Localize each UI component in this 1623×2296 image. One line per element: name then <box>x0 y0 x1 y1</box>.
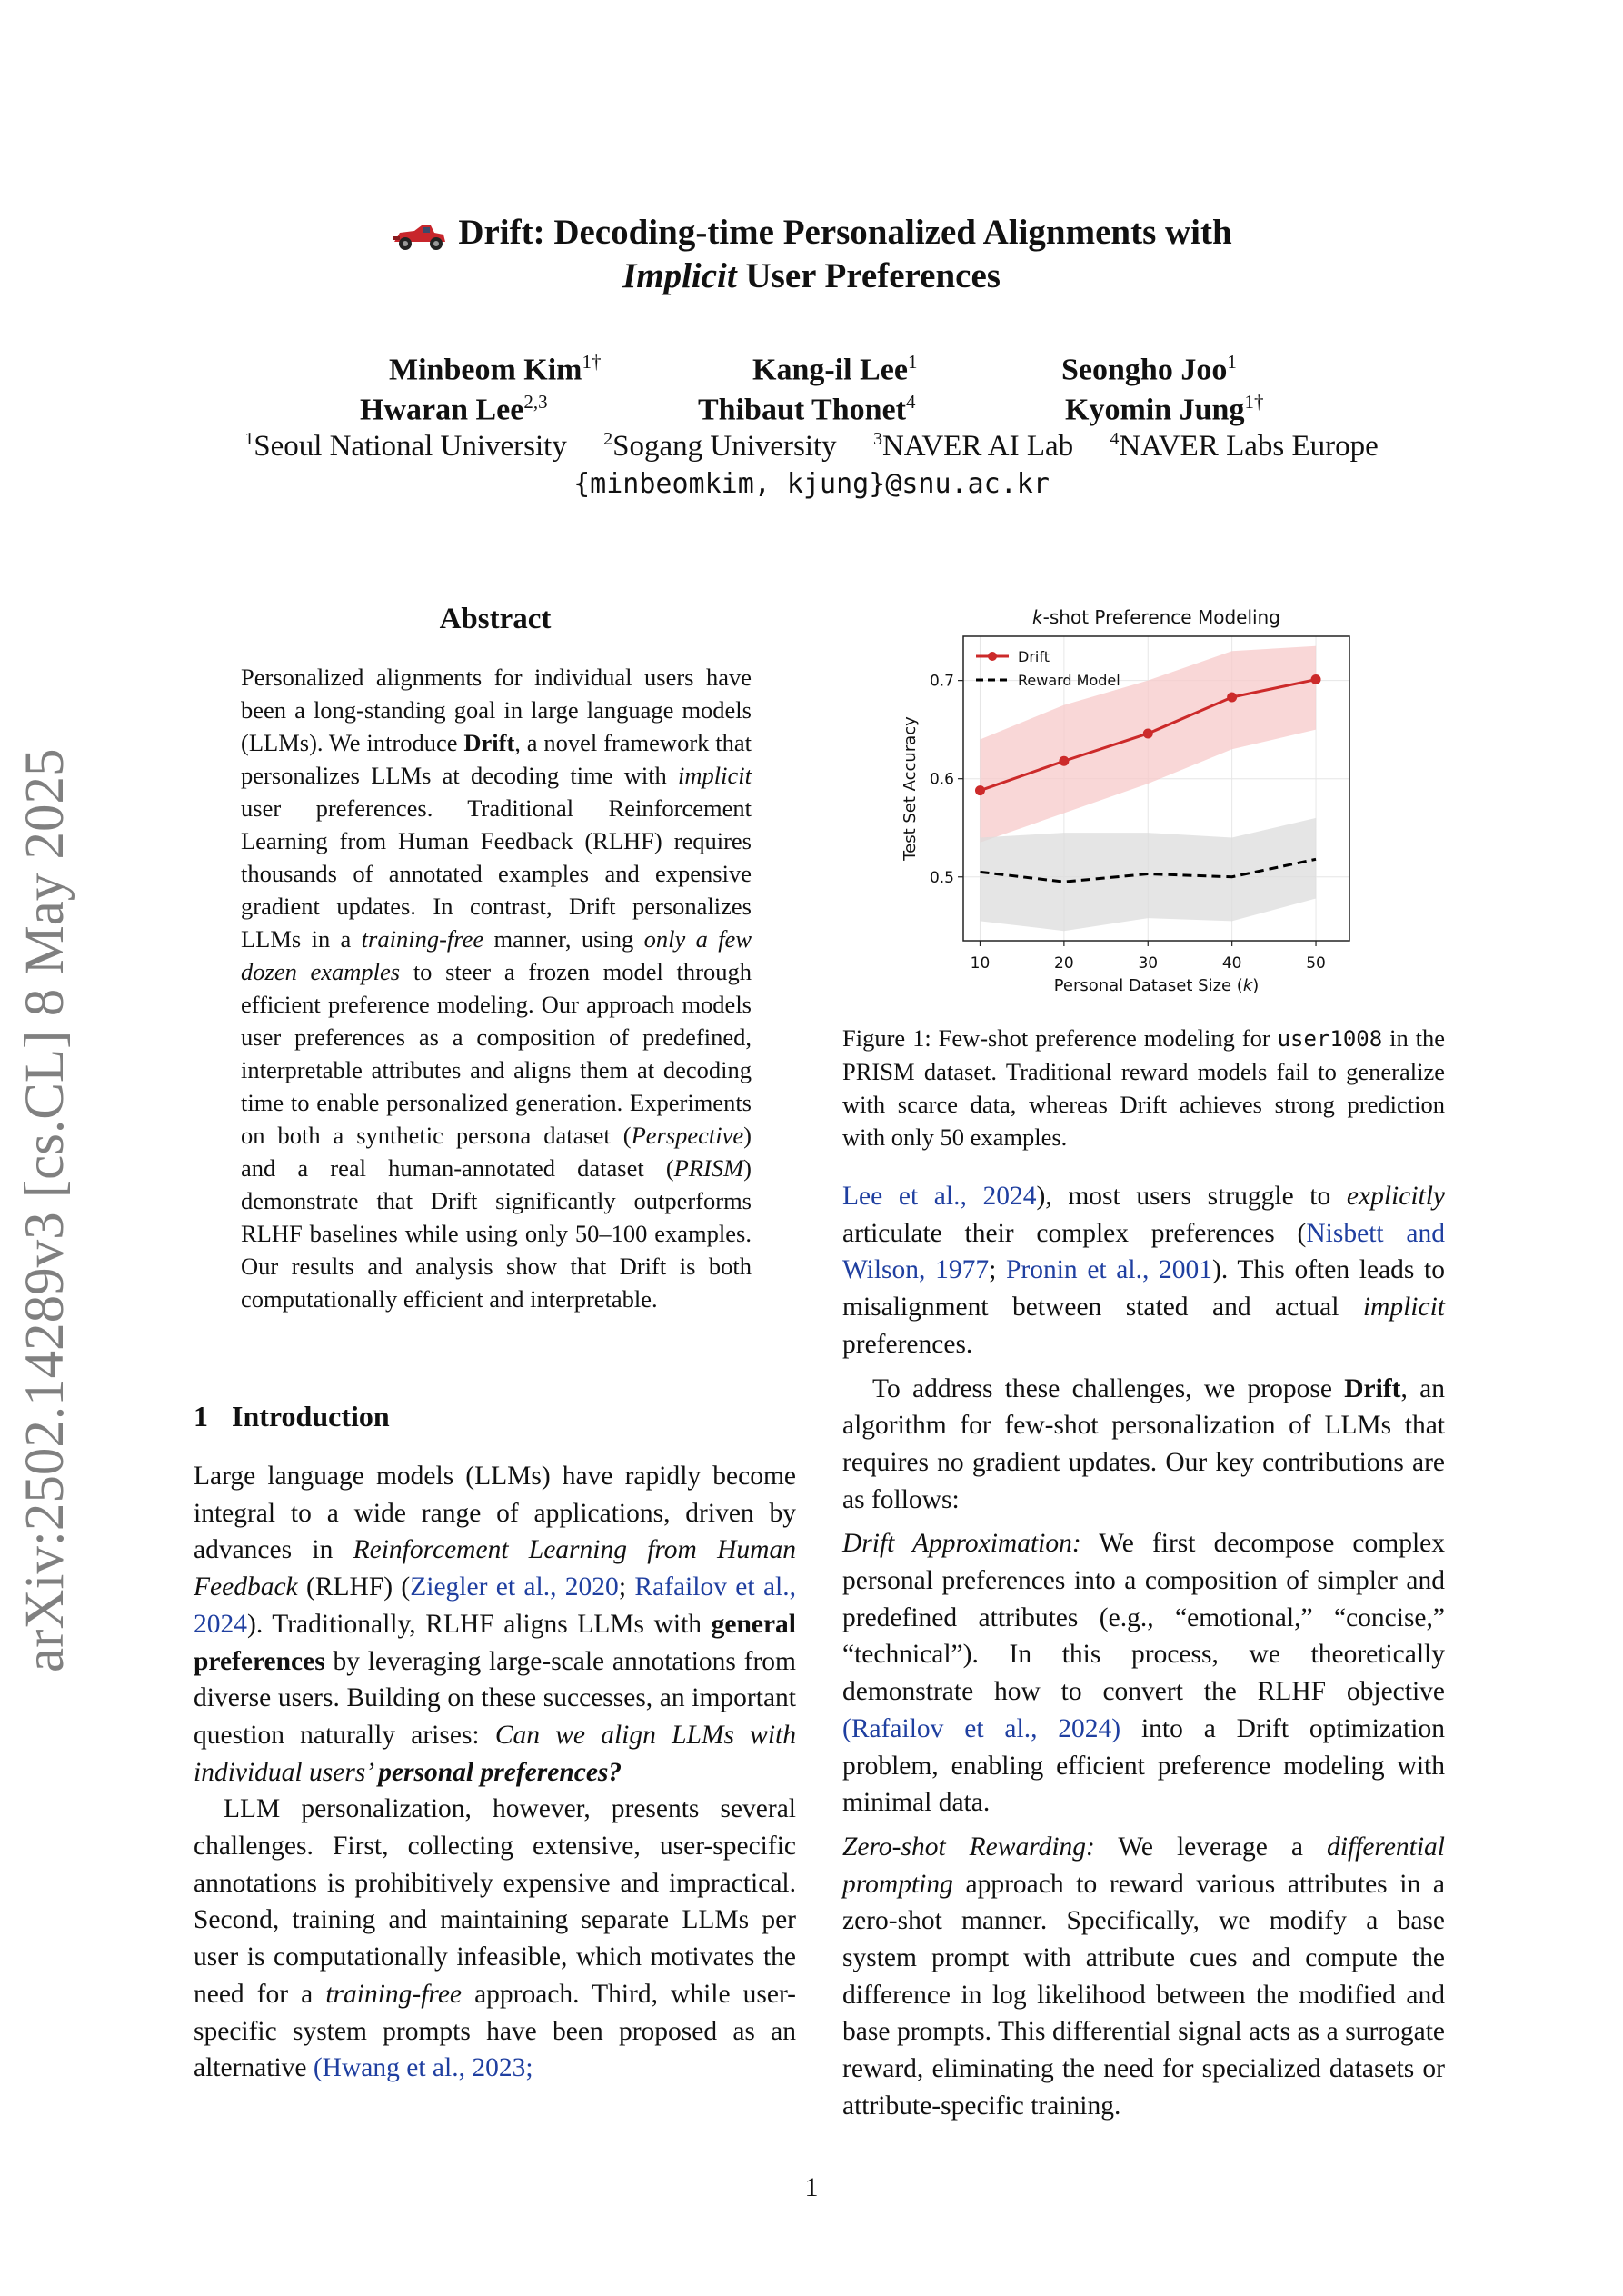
y-tick-label: 0.5 <box>929 868 954 887</box>
citation-link[interactable]: Pronin et al., 2001 <box>1005 1255 1212 1285</box>
author: Kyomin Jung$^{1\dagger}$ <box>1065 391 1264 427</box>
paragraph: Large language models (LLMs) have rapidly become integral to a wide range of applications, driven by advances in Reinforcement Learning from Human Feedback (RLHF) (Ziegler et al., 2020; Rafailov et al., 2024). Traditionally, RLHF aligns LLMs with general preferences by leveraging large-scale annotations from diverse users. Building on these successes, an important question naturally arises: Can we align LLMs with individual users’ personal preferences? <box>194 1462 796 1787</box>
figure-caption: Figure 1: Few-shot preference modeling for user1008 in the PRISM dataset. Traditional reward models fail to generalize with scarce data, whereas Drift achieves strong prediction with only 50 examples. <box>842 1024 1445 1151</box>
data-point <box>1311 674 1321 684</box>
section-heading: 1 Introduction <box>194 1400 390 1433</box>
data-point <box>1227 693 1237 703</box>
abstract-body: Personalized alignments for individual users have been a long-standing goal in large language models (LLMs). We introduce Drift, a novel framework that personalizes LLMs at decoding time with implicit user preferences. Traditional Reinforcement Learning from Human Feedback (RLHF) requires thousands of annotated examples and expensive gradient updates. In contrast, Drift personalizes LLMs in a training-free manner, using only a few dozen examples to steer a frozen model through efficient preference modeling. Our approach models user preferences as a composition of predefined, interpretable attributes and aligns them at decoding time to enable personalized generation. Experiments on both a synthetic persona dataset (Perspective) and a real human-annotated dataset (PRISM) demonstrate that Drift significantly outperforms RLHF baselines while using only 50–100 examples. Our results and analysis show that Drift is both computationally efficient and interpretable. <box>241 664 752 1313</box>
citation-link[interactable]: (Hwang et al., 2023; <box>313 2053 533 2083</box>
y-axis-label: Test Set Accuracy <box>901 716 920 861</box>
contact-email: {minbeomkim, kjung}@snu.ac.kr <box>573 468 1050 500</box>
arxiv-sidebar-id: arXiv:2502.14289v3 [cs.CL] 8 May 2025 <box>15 748 75 1672</box>
author: Thibaut Thonet$^4$ <box>698 391 916 427</box>
paper-title <box>0 211 1623 298</box>
abstract-heading: Abstract <box>439 603 552 635</box>
affiliation: $^1$Seoul National University <box>244 429 567 463</box>
legend-marker <box>988 652 997 661</box>
citation-link[interactable]: (Rafailov et al., 2024) <box>842 1713 1121 1743</box>
paragraph: Zero-shot Rewarding: We leverage a differential prompting approach to reward various attributes in a zero-shot manner. Specifically, we modify a base system prompt with attribute cues and compute the difference in log likelihood between the modified and base prompts. This differential signal acts as a surrogate reward, eliminating the need for specialized datasets or attribute-specific training. <box>842 1832 1445 2121</box>
left-column-text <box>194 1458 796 2087</box>
page-number: 1 <box>804 2172 819 2202</box>
kshot-preference-chart <box>895 600 1386 1000</box>
right-column-text <box>842 1178 1445 2125</box>
author: Hwaran Lee$^{2,3}$ <box>360 391 548 427</box>
x-tick-label: 10 <box>970 954 991 973</box>
paragraph: Drift Approximation: We first decompose complex personal preferences into a composition of simpler and predefined attributes (e.g., “emotional,” “concise,” “technical”). In this process, we theoretically demonstrate how to convert the RLHF objective (Rafailov et al., 2024) into a Drift optimization problem, enabling efficient preference modeling with minimal data. <box>842 1529 1445 1818</box>
x-tick-label: 40 <box>1221 954 1242 973</box>
data-point <box>1143 728 1153 738</box>
title-line-2: User Preferences <box>736 256 1001 295</box>
author: Kang-il Lee$^1$ <box>752 351 918 387</box>
citation-link[interactable]: Lee et al., 2024 <box>842 1182 1037 1211</box>
chart-title: k-shot Preference Modeling <box>1032 606 1280 628</box>
legend-label: Drift <box>1018 648 1050 665</box>
citation-link[interactable]: Nisbett and Wilson, 1977 <box>842 1218 1445 1285</box>
paragraph: To address these challenges, we propose Drift, an algorithm for few-shot personalization of LLMs that requires no gradient updates. Our key contributions are as follows: <box>842 1373 1445 1514</box>
x-tick-label: 50 <box>1306 954 1326 973</box>
affiliation: $^4$NAVER Labs Europe <box>1110 429 1379 463</box>
paragraph: LLM personalization, however, presents several challenges. First, collecting extensive, user-specific annotations is prohibitively expensive and impractical. Second, training and maintaining separate LLMs per user is computationally infeasible, which motivates the need for a training-free approach. Third, while user-specific system prompts have been proposed as an alternative (Hwang et al., 2023; <box>194 1794 797 2083</box>
citation-link[interactable]: Ziegler et al., 2020 <box>410 1572 619 1602</box>
paragraph: Lee et al., 2024), most users struggle to explicitly articulate their complex preferences (Nisbett and Wilson, 1977; Pronin et al., 2001). This often leads to misalignment between stated and actual implicit preferences. <box>842 1182 1446 1359</box>
race-car-icon <box>391 220 449 251</box>
x-tick-label: 30 <box>1138 954 1159 973</box>
legend-label: Reward Model <box>1018 672 1120 689</box>
title-line-1: Drift: Decoding-time Personalized Alignments with <box>458 213 1232 252</box>
data-point <box>1059 756 1069 766</box>
y-tick-label: 0.6 <box>929 770 954 789</box>
affiliation: $^2$Sogang University <box>603 429 837 463</box>
citation-link[interactable]: Rafailov et al., 2024 <box>194 1572 796 1639</box>
title-italic-word: Implicit <box>622 256 737 295</box>
affiliations <box>0 429 1623 464</box>
x-axis-label: Personal Dataset Size (k) <box>1053 976 1260 995</box>
y-tick-label: 0.7 <box>929 672 954 691</box>
affiliation: $^3$NAVER AI Lab <box>872 429 1074 463</box>
author: Seongho Joo$^1$ <box>1061 351 1237 387</box>
author: Minbeom Kim$^{1\dagger}$ <box>389 351 602 387</box>
x-tick-label: 20 <box>1054 954 1074 973</box>
data-point <box>975 785 985 795</box>
